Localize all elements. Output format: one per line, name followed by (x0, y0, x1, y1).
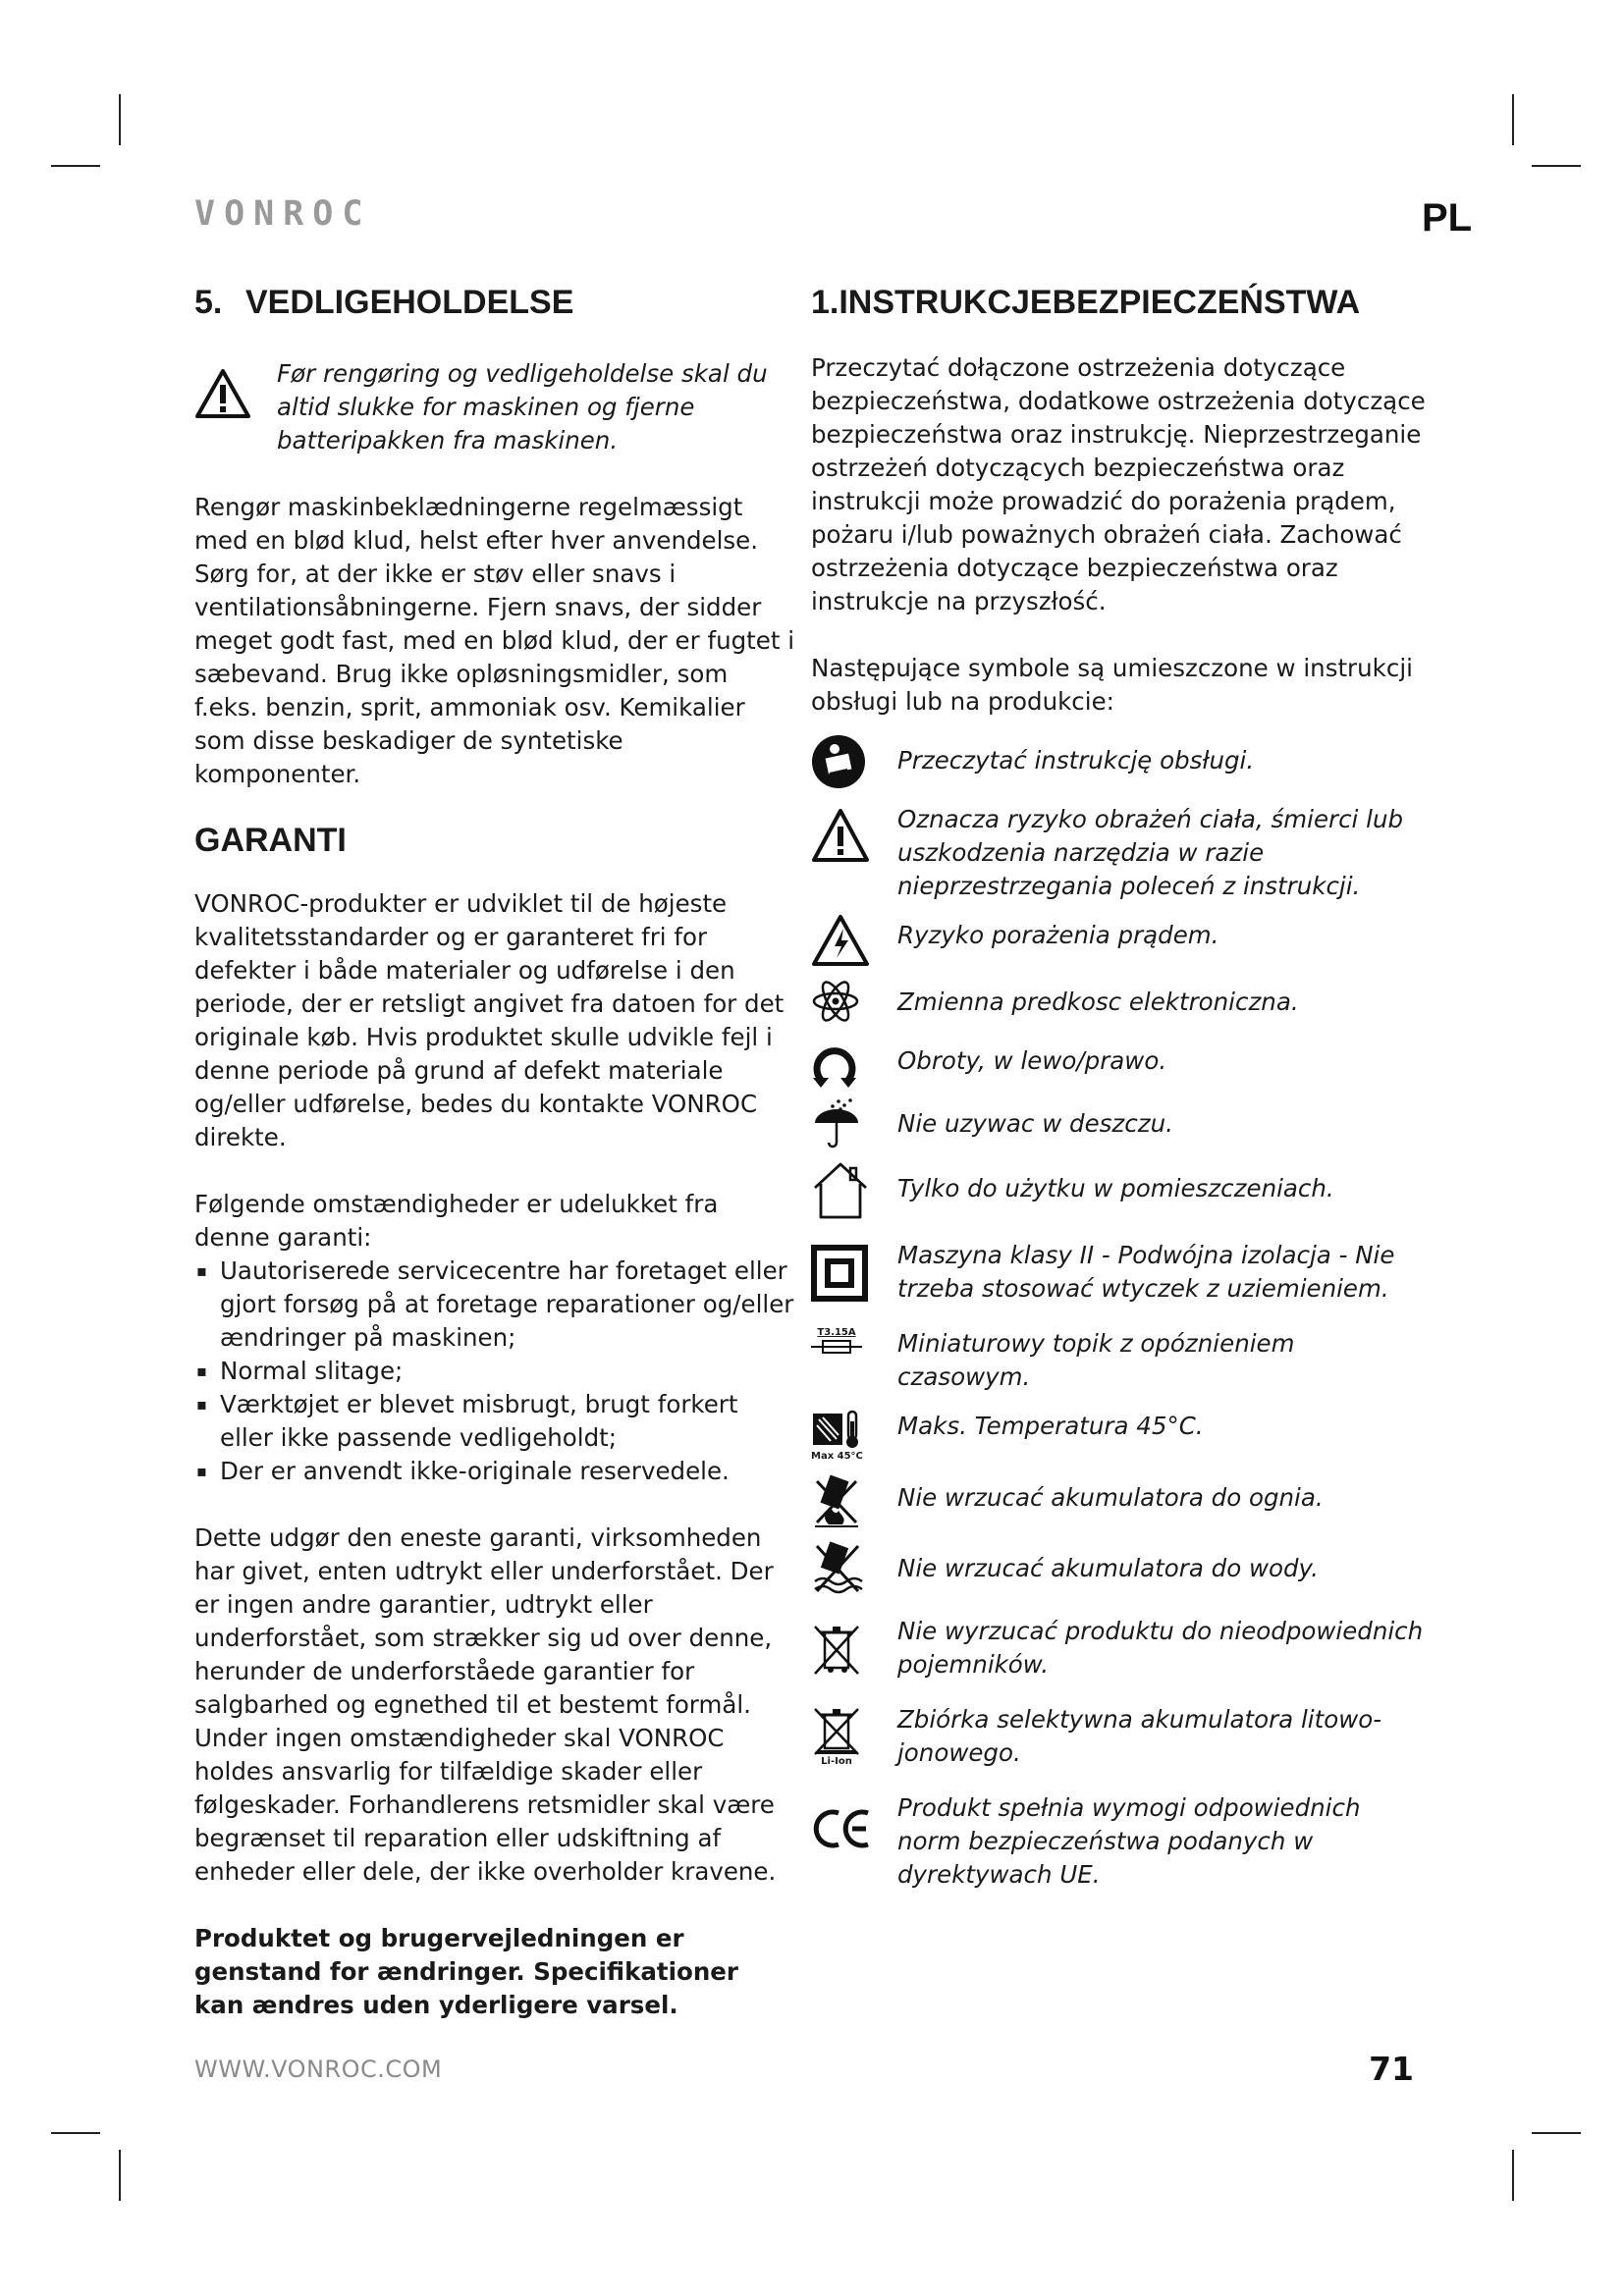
symbol-text: Nie wrzucać akumulatora do wody. (897, 1554, 1319, 1582)
right-column (811, 281, 1430, 1892)
indoor-use-icon (811, 1172, 897, 1221)
safety-heading: 1.INSTRUKCJEBEZPIECZEŃSTWA (811, 284, 1361, 321)
list-item: ▪ Normal slitage; (194, 1355, 795, 1388)
list-item: ▪ Uautoriserede servicecentre har foretaget eller gjort forsøg på at foretage reparationer og/eller ændringer på maskinen; (194, 1255, 795, 1355)
symbol-row (811, 986, 1430, 1023)
maintenance-warning (194, 357, 795, 457)
page-number: 71 (1369, 2050, 1414, 2088)
electric-shock-icon (811, 919, 897, 968)
crop-mark (51, 165, 100, 167)
crossed-bin-icon (811, 1615, 897, 1678)
fuse-icon (811, 1327, 897, 1355)
symbol-row (811, 1538, 1430, 1595)
symbol-text: Zmienna predkosc elektroniczna. (897, 988, 1299, 1016)
max-temp-label: Max 45°C (811, 1451, 863, 1462)
warranty-paragraph: VONROC-produkter er udviklet til de højeste kvalitetsstandarder og er garanteret fri for defekter i både materialer og udførelse i den periode, der er retsligt angivet fra datoen for det originale køb. Hvis produktet skulle udvikle fejl i denne periode på grund af defekt materiale og/eller udførelse, bedes du kontakte VONROC direkte. (194, 889, 785, 1151)
fuse-label: T3.15A (817, 1327, 856, 1338)
symbol-text: Obroty, w lewo/prawo. (897, 1046, 1167, 1075)
symbol-text: Nie wrzucać akumulatora do ognia. (897, 1483, 1324, 1512)
symbol-text: Oznacza ryzyko obrażeń ciała, śmierci lub uszkodzenia narzędzia w razie nieprzestrzegania poleceń z instrukcji. (897, 805, 1404, 900)
footer-website: WWW.VONROC.COM (194, 2056, 443, 2083)
rotation-icon (811, 1044, 897, 1088)
list-item: ▪ Der er anvendt ikke-originale reservedele. (194, 1455, 795, 1488)
crop-mark (1532, 2132, 1581, 2134)
crop-mark (119, 2150, 121, 2201)
warranty-heading: GARANTI (194, 822, 347, 859)
symbol-row (811, 1703, 1430, 1770)
section-number: 5. (194, 284, 223, 321)
electronic-speed-icon (811, 986, 897, 1023)
symbol-text: Przeczytać instrukcję obsługi. (897, 746, 1255, 774)
symbol-row (811, 1471, 1430, 1528)
symbol-row (811, 1327, 1430, 1394)
sole-warranty-paragraph: Dette udgør den eneste garanti, virksomheden har givet, enten udtrykt eller underforstået. Der er ingen andre garantier, udtrykt eller underforstået, som strækker sig ud over denne, herunder de underforståede garantier for salgbarhed og egnethed til et bestemt formål. Under ingen omstændigheder skal VONROC holdes ansvarlig for tilfældige skader eller følgeskader. Forhandlerens retsmidler skal være begrænset til reparation eller udskiftning af enheder eller dele, der ikke overholder kravene. (194, 1523, 777, 1886)
warning-triangle-icon (194, 357, 277, 457)
symbol-text: Produkt spełnia wymogi odpowiednich norm bezpieczeństwa podanych w dyrektywach UE. (897, 1793, 1361, 1889)
left-column (194, 281, 795, 2022)
symbol-text: Zbiórka selektywna akumulatora litowo-jonowego. (897, 1705, 1382, 1767)
symbol-text: Maks. Temperatura 45°C. (897, 1412, 1204, 1440)
crop-mark (1532, 165, 1581, 167)
li-ion-recycling-icon (811, 1703, 897, 1767)
symbol-row (811, 1172, 1430, 1221)
li-ion-label: Li-Ion (821, 1756, 852, 1767)
symbol-text: Nie uzywac w deszczu. (897, 1109, 1173, 1138)
symbol-row (811, 1239, 1430, 1306)
symbol-row (811, 803, 1430, 903)
no-rain-icon (811, 1107, 897, 1150)
excluded-list (194, 1255, 795, 1488)
symbol-row (811, 919, 1430, 968)
section-title: VEDLIGEHOLDELSE (245, 284, 574, 321)
symbol-text: Tylko do użytku w pomieszczeniach. (897, 1174, 1334, 1202)
safety-intro: Przeczytać dołączone ostrzeżenia dotyczące bezpieczeństwa, dodatkowe ostrzeżenia dotyczące bezpieczeństwa oraz instrukcję. Nieprzestrzeganie ostrzeżeń dotyczących bezpieczeństwa oraz instrukcji może prowadzić do porażenia prądem, pożaru i/lub poważnych obrażeń ciała. Zachować ostrzeżenia dotyczące bezpieczeństwa oraz instrukcje na przyszłość. (811, 353, 1426, 615)
no-water-battery-icon (811, 1538, 897, 1595)
language-label: PL (1422, 196, 1473, 240)
ce-mark-icon (811, 1791, 897, 1850)
warning-text: Før rengøring og vedligeholdelse skal du altid slukke for maskinen og fjerne batteripakken fra maskinen. (277, 359, 768, 454)
symbol-row (811, 1791, 1430, 1892)
read-manual-icon (811, 734, 897, 789)
symbol-row (811, 1044, 1430, 1088)
symbol-text: Ryzyko porażenia prądem. (897, 921, 1219, 949)
symbols-intro: Następujące symbole są umieszczone w instrukcji obsługi lub na produkcie: (811, 654, 1413, 716)
max-temperature-icon (811, 1410, 897, 1462)
no-fire-battery-icon (811, 1471, 897, 1528)
crop-mark (119, 94, 121, 145)
closing-notice: Produktet og brugervejledningen er genstand for ændringer. Specifikationer kan ændres uden yderligere varsel. (194, 1924, 738, 2019)
cleaning-paragraph: Rengør maskinbeklædningerne regelmæssigt med en blød klud, helst efter hver anvendelse. Sørg for, at der ikke er støv eller snavs i ventilationsåbningerne. Fjern snavs, der sidder meget godt fast, med en blød klud, der er fugtet i sæbevand. Brug ikke opløsningsmidler, som f.eks. benzin, sprit, ammoniak osv. Kemikalier som disse beskadiger de syntetiske komponenter. (194, 493, 795, 788)
list-item: ▪ Værktøjet er blevet misbrugt, brugt forkert eller ikke passende vedligeholdt; (194, 1388, 795, 1455)
symbol-text: Maszyna klasy II - Podwójna izolacja - Nie trzeba stosować wtyczek z uziemieniem. (897, 1241, 1395, 1303)
symbol-row (811, 734, 1430, 789)
section-heading (194, 281, 795, 324)
crop-mark (1512, 94, 1514, 145)
excluded-intro: Følgende omstændigheder er udelukket fra denne garanti: (194, 1190, 719, 1252)
symbol-row (811, 1615, 1430, 1682)
brand-logo: VONROC (194, 194, 372, 234)
symbol-row (811, 1107, 1430, 1150)
crop-mark (1512, 2150, 1514, 2201)
warning-triangle-icon (811, 803, 897, 864)
crop-mark (51, 2132, 100, 2134)
class-ii-icon (811, 1239, 897, 1302)
symbols-list (811, 734, 1430, 1892)
symbol-text: Nie wyrzucać produktu do nieodpowiednich pojemników. (897, 1617, 1424, 1679)
symbol-row (811, 1410, 1430, 1462)
symbol-text: Miniaturowy topik z opóznieniem czasowym. (897, 1329, 1295, 1391)
